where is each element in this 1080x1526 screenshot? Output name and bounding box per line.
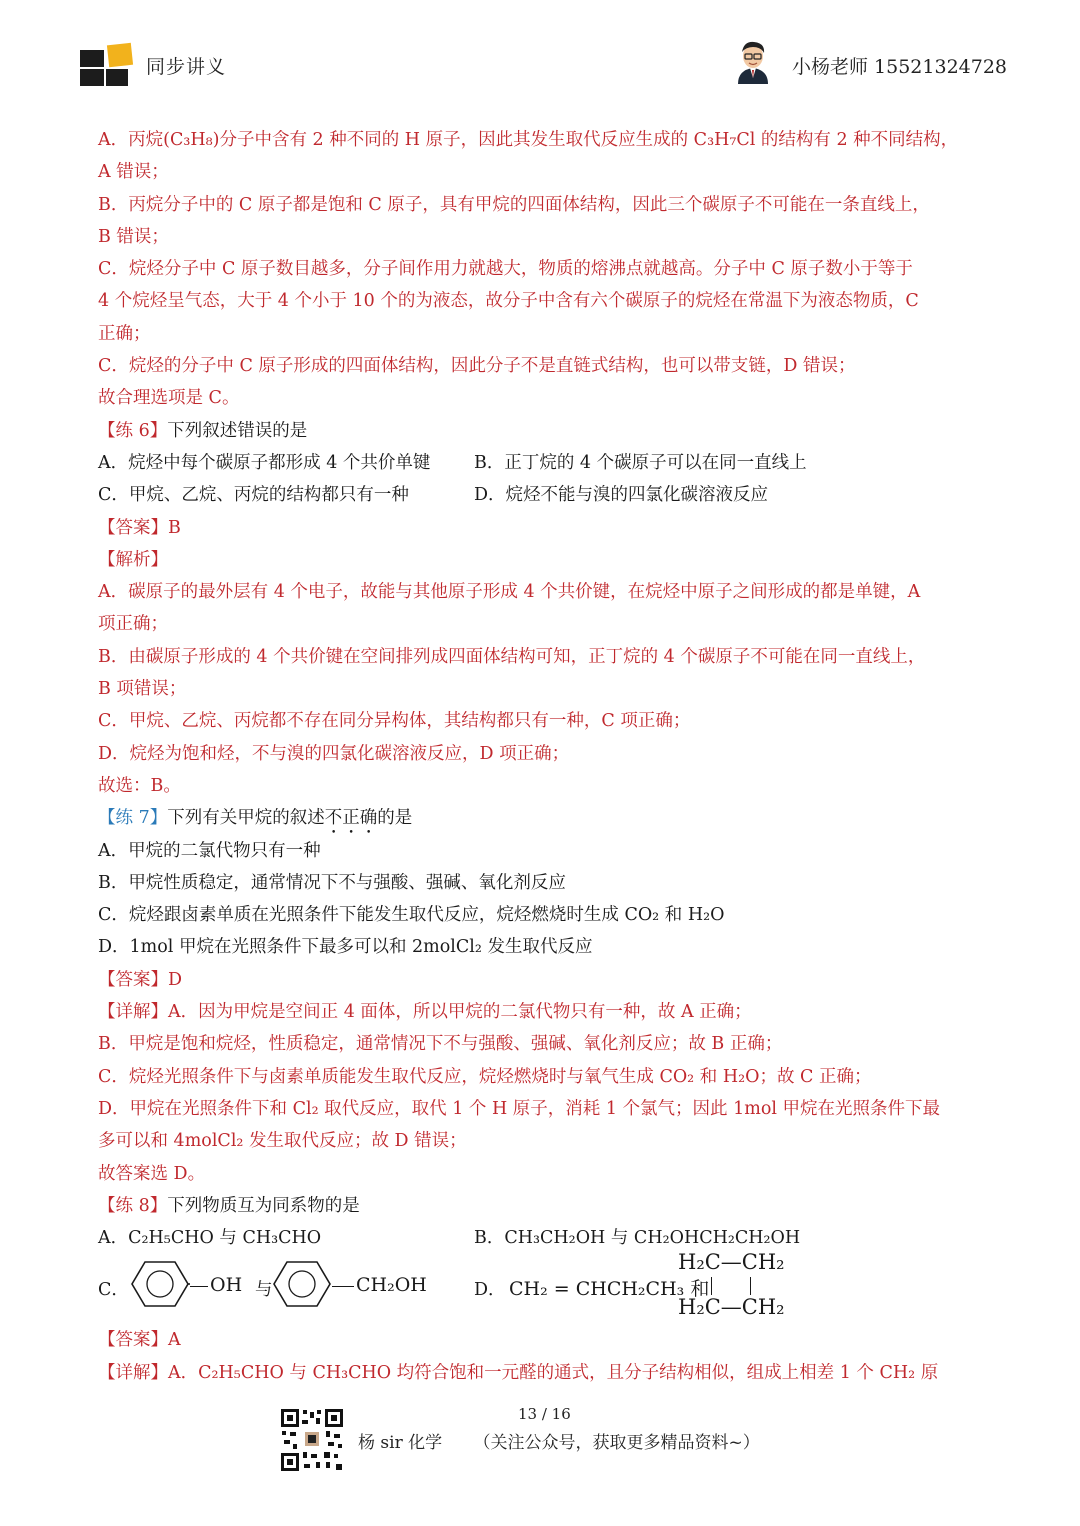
- q6-options-row2: [98, 479, 988, 511]
- q6-stem-text: 下列叙述错误的是: [167, 420, 308, 441]
- logo-icon: [80, 42, 134, 88]
- q7-option-d: D．1mol 甲烷在光照条件下最多可以和 2molCl₂ 发生取代反应: [98, 937, 593, 958]
- q6-answer: 【答案】B: [98, 517, 181, 538]
- q8-detail-tag: 【详解】: [98, 1362, 168, 1383]
- benzene-ring-icon: [272, 1259, 332, 1309]
- q8-option-b: B．CH₃CH₂OH 与 CH₂OHCH₂CH₂OH: [474, 1228, 801, 1249]
- q7-stem-pre: 下列有关甲烷的叙述: [167, 808, 325, 829]
- sol5-a-line1: A．丙烷(C₃H₈)分子中含有 2 种不同的 H 原子，因此其发生取代反应生成的 C₃H₇Cl 的结构有 2 种不同结构，: [98, 130, 959, 150]
- q8-tag: 【练 8】: [98, 1195, 168, 1216]
- q6-analysis-tag: 【解析】: [98, 549, 168, 570]
- q8-detail-a1-text: A．C₂H₅CHO 与 CH₃CHO 均符合饱和一元醛的通式，且分子结构相似，组成上相差 1 个 CH₂ 原: [168, 1362, 939, 1383]
- q8-option-d-label: D．: [474, 1280, 506, 1301]
- q8-option-c-oh-text: OH: [210, 1274, 243, 1297]
- q6-analysis-a2: 项正确；: [98, 614, 168, 635]
- page-header: [0, 0, 1080, 110]
- q7-stem-post: 的是: [377, 808, 413, 829]
- q8-options-row2: [98, 1250, 988, 1324]
- sol5-c-line3: 正确；: [98, 323, 151, 344]
- teacher-contact: 小杨老师 15521324728: [792, 56, 1008, 78]
- q7-conclusion: 故答案选 D。: [98, 1163, 206, 1184]
- q7-option-a: A．甲烷的二氯代物只有一种: [98, 840, 321, 861]
- avatar-icon: [734, 38, 772, 84]
- cyclobutane-top: H₂C—CH₂: [678, 1250, 785, 1275]
- footer-text: [358, 1428, 760, 1453]
- q6-analysis-a1: A．碳原子的最外层有 4 个电子，故能与其他原子形成 4 个共价键，在烷烃中原子之间形成的都是单键，A: [98, 582, 921, 603]
- q7-detail-a1-text: A．因为甲烷是空间正 4 面体，所以甲烷的二氯代物只有一种，故 A 正确；: [168, 1002, 752, 1023]
- footer-note: （关注公众号，获取更多精品资料~）: [473, 1433, 760, 1453]
- q8-stem-text: 下列物质互为同系物的是: [167, 1195, 360, 1216]
- q8-option-c-label: C．: [98, 1280, 129, 1301]
- q6-option-d: D．烷烃不能与溴的四氯化碳溶液反应: [474, 485, 769, 506]
- q8-option-c-oh: [190, 1274, 242, 1296]
- q7-tag: 【练 7】: [98, 808, 168, 829]
- q7-detail-d1: D．甲烷在光照条件下和 Cl₂ 取代反应，取代 1 个 H 原子，消耗 1 个氯气；因此 1mol 甲烷在光照条件下最: [98, 1098, 941, 1119]
- footer-brand: 杨 sir 化学: [358, 1433, 443, 1453]
- q8-option-c-ch2oh: [332, 1274, 427, 1296]
- q7-answer: 【答案】D: [98, 969, 183, 990]
- q8-options-row1: [98, 1222, 988, 1254]
- qr-code-icon: [280, 1408, 344, 1472]
- q7-detail-d2: 多可以和 4molCl₂ 发生取代反应；故 D 错误；: [98, 1131, 467, 1152]
- q6-option-b: B．正丁烷的 4 个碳原子可以在同一直线上: [474, 452, 807, 473]
- q8-answer: 【答案】A: [98, 1330, 181, 1351]
- q6-tag: 【练 6】: [98, 420, 168, 441]
- q8-option-d-formula: CH₂ = CHCH₂CH₃ 和: [509, 1278, 710, 1301]
- q8-option-c-and: 与: [255, 1280, 273, 1301]
- sol5-c-line1: C．烷烃分子中 C 原子数目越多，分子间作用力就越大，物质的熔沸点就越高。分子中 C 原子数小于等于: [98, 259, 913, 280]
- q6-options-row1: [98, 447, 988, 479]
- cyclobutane-bottom: H₂C—CH₂: [678, 1295, 785, 1320]
- page-number: 13 / 16: [518, 1405, 571, 1423]
- q6-analysis-d1: D．烷烃为饱和烃，不与溴的四氯化碳溶液反应，D 项正确；: [98, 743, 570, 764]
- q7-option-c: C．烷烃跟卤素单质在光照条件下能发生取代反应，烷烃燃烧时生成 CO₂ 和 H₂O: [98, 905, 725, 926]
- q8-detail-a1: [98, 1357, 988, 1389]
- q7-detail-c1: C．烷烃光照条件下与卤素单质能发生取代反应，烷烃燃烧时与氧气生成 CO₂ 和 H₂O；故 C 正确；: [98, 1066, 872, 1087]
- sol5-b-line2: B 错误；: [98, 226, 169, 247]
- q7-detail-tag: 【详解】: [98, 1002, 168, 1023]
- q6-analysis-c1: C．甲烷、乙烷、丙烷都不存在同分异构体，其结构都只有一种，C 项正确；: [98, 711, 691, 732]
- cyclobutane-structure: [678, 1250, 798, 1322]
- sol5-d-line1: C．烷烃的分子中 C 原子形成的四面体结构，因此分子不是直链式结构，也可以带支链，D 错误；: [98, 356, 856, 377]
- q7-detail-b1: B．甲烷是饱和烷烃，性质稳定，通常情况下不与强酸、强碱、氧化剂反应；故 B 正确；: [98, 1034, 783, 1055]
- q6-option-c: C．甲烷、乙烷、丙烷的结构都只有一种: [98, 485, 409, 506]
- sol5-c-line2: 4 个烷烃呈气态，大于 4 个小于 10 个的为液态，故分子中含有六个碳原子的烷烃在常温下为液态物质，C: [98, 291, 919, 312]
- sol5-a-line2: A 错误；: [98, 162, 169, 183]
- q6-analysis-b1: B．由碳原子形成的 4 个共价键在空间排列成四面体结构可知，正丁烷的 4 个碳原子不可能在同一直线上，: [98, 646, 926, 667]
- q8-option-a: A．C₂H₅CHO 与 CH₃CHO: [98, 1228, 322, 1249]
- sol5-conclusion: 故合理选项是 C。: [98, 388, 240, 409]
- benzene-ring-icon: [130, 1259, 190, 1309]
- q7-stem: [98, 802, 988, 834]
- page-content: [98, 124, 988, 1389]
- q6-analysis-b2: B 项错误；: [98, 679, 187, 700]
- q6-option-a: A．烷烃中每个碳原子都形成 4 个共价单键: [98, 452, 431, 473]
- q8-option-c-ch2oh-text: CH₂OH: [356, 1274, 427, 1297]
- q7-stem-emphasis: 不正确: [324, 808, 378, 829]
- cyclobutane-left-bond: [711, 1277, 712, 1295]
- q7-detail-a1: [98, 996, 988, 1028]
- sol5-b-line1: B．丙烷分子中的 C 原子都是饱和 C 原子，具有甲烷的四面体结构，因此三个碳原子不可能在一条直线上，: [98, 194, 930, 215]
- q7-option-b: B．甲烷性质稳定，通常情况下不与强酸、强碱、氧化剂反应: [98, 872, 566, 893]
- q6-stem: [98, 415, 988, 447]
- q8-stem: [98, 1190, 988, 1222]
- cyclobutane-right-bond: [750, 1277, 751, 1295]
- q6-conclusion: 故选：B。: [98, 775, 181, 796]
- header-title: 同步讲义: [146, 56, 227, 78]
